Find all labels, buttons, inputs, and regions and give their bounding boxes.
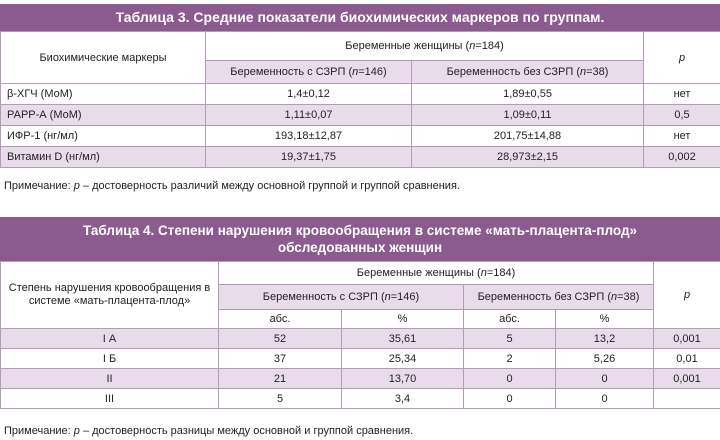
table4-pct-header: %	[556, 310, 654, 329]
table4-group-header: Беременные женщины (n=184)	[219, 262, 654, 285]
table3-cell: 1,09±0,11	[412, 105, 644, 126]
table4-cell: 37	[219, 349, 342, 369]
table3-note: Примечание: p – достоверность различий между основной группой и группой сравнения.	[4, 180, 460, 192]
table4-cell-p: 0,001	[654, 369, 720, 389]
table3-cell: 1,11±0,07	[206, 105, 412, 126]
table3-cell: 19,37±1,75	[206, 147, 412, 168]
table4-cell: 0	[556, 389, 654, 409]
table3-cell-p: 0,5	[644, 105, 720, 126]
table4-row-label: II	[1, 369, 219, 389]
table4-cell: 5	[464, 329, 556, 349]
table3-cell: 1,89±0,55	[412, 84, 644, 105]
table4-abs-header: абс.	[464, 310, 556, 329]
table4-cell: 52	[219, 329, 342, 349]
table4-note: Примечание: p – достоверность разницы между основной и группой сравнения.	[4, 425, 414, 437]
table4-title: Таблица 4. Степени нарушения кровообращения в системе «мать-плацента-плод» обследованных женщин	[0, 217, 720, 261]
table4-pct-header: %	[342, 310, 464, 329]
table3-row-label: ИФР-1 (нг/мл)	[1, 126, 206, 147]
table4-cell: 0	[464, 369, 556, 389]
table4-cell-p	[654, 389, 720, 409]
table4-row-label: I Б	[1, 349, 219, 369]
table4-cell: 0	[464, 389, 556, 409]
table3	[0, 31, 720, 168]
table4-cell: 35,61	[342, 329, 464, 349]
table4-cell: 3,4	[342, 389, 464, 409]
table3-title: Таблица 3. Средние показатели биохимических маркеров по группам.	[0, 4, 720, 31]
table4-sub-no-fgr: Беременность без СЗРП (n=38)	[464, 285, 654, 310]
table3-row-label: Витамин D (нг/мл)	[1, 147, 206, 168]
table4-cell: 5,26	[556, 349, 654, 369]
table3-cell-p: нет	[644, 84, 720, 105]
table4-cell: 0	[556, 369, 654, 389]
table4-col-p: p	[654, 262, 720, 329]
table3-group-header: Беременные женщины (n=184)	[206, 32, 644, 61]
table3-cell-p: нет	[644, 126, 720, 147]
table3-cell-p: 0,002	[644, 147, 720, 168]
table3-row-label: РАРР-А (МоМ)	[1, 105, 206, 126]
table4-row-label: III	[1, 389, 219, 409]
table4-cell-p: 0,01	[654, 349, 720, 369]
table3-cell: 201,75±14,88	[412, 126, 644, 147]
table3-sub-fgr: Беременность с СЗРП (n=146)	[206, 61, 412, 84]
table4-abs-header: абс.	[219, 310, 342, 329]
table3-sub-no-fgr: Беременность без СЗРП (n=38)	[412, 61, 644, 84]
table3-row-label: β-ХГЧ (МоМ)	[1, 84, 206, 105]
table4-cell: 13,70	[342, 369, 464, 389]
table4-cell-p: 0,001	[654, 329, 720, 349]
table4-sub-fgr: Беременность с СЗРП (n=146)	[219, 285, 464, 310]
table4	[0, 261, 720, 409]
table4-cell: 21	[219, 369, 342, 389]
table3-cell: 193,18±12,87	[206, 126, 412, 147]
table4-col-degree: Степень нарушения кровообращения в системе «мать-плацента-плод»	[1, 262, 219, 329]
table4-cell: 5	[219, 389, 342, 409]
table3-col-p: p	[644, 32, 720, 84]
table4-cell: 25,34	[342, 349, 464, 369]
table3-col-markers: Биохимические маркеры	[1, 32, 206, 84]
table4-row-label: I А	[1, 329, 219, 349]
table4-cell: 2	[464, 349, 556, 369]
table3-cell: 28,973±2,15	[412, 147, 644, 168]
table4-cell: 13,2	[556, 329, 654, 349]
table3-cell: 1,4±0,12	[206, 84, 412, 105]
